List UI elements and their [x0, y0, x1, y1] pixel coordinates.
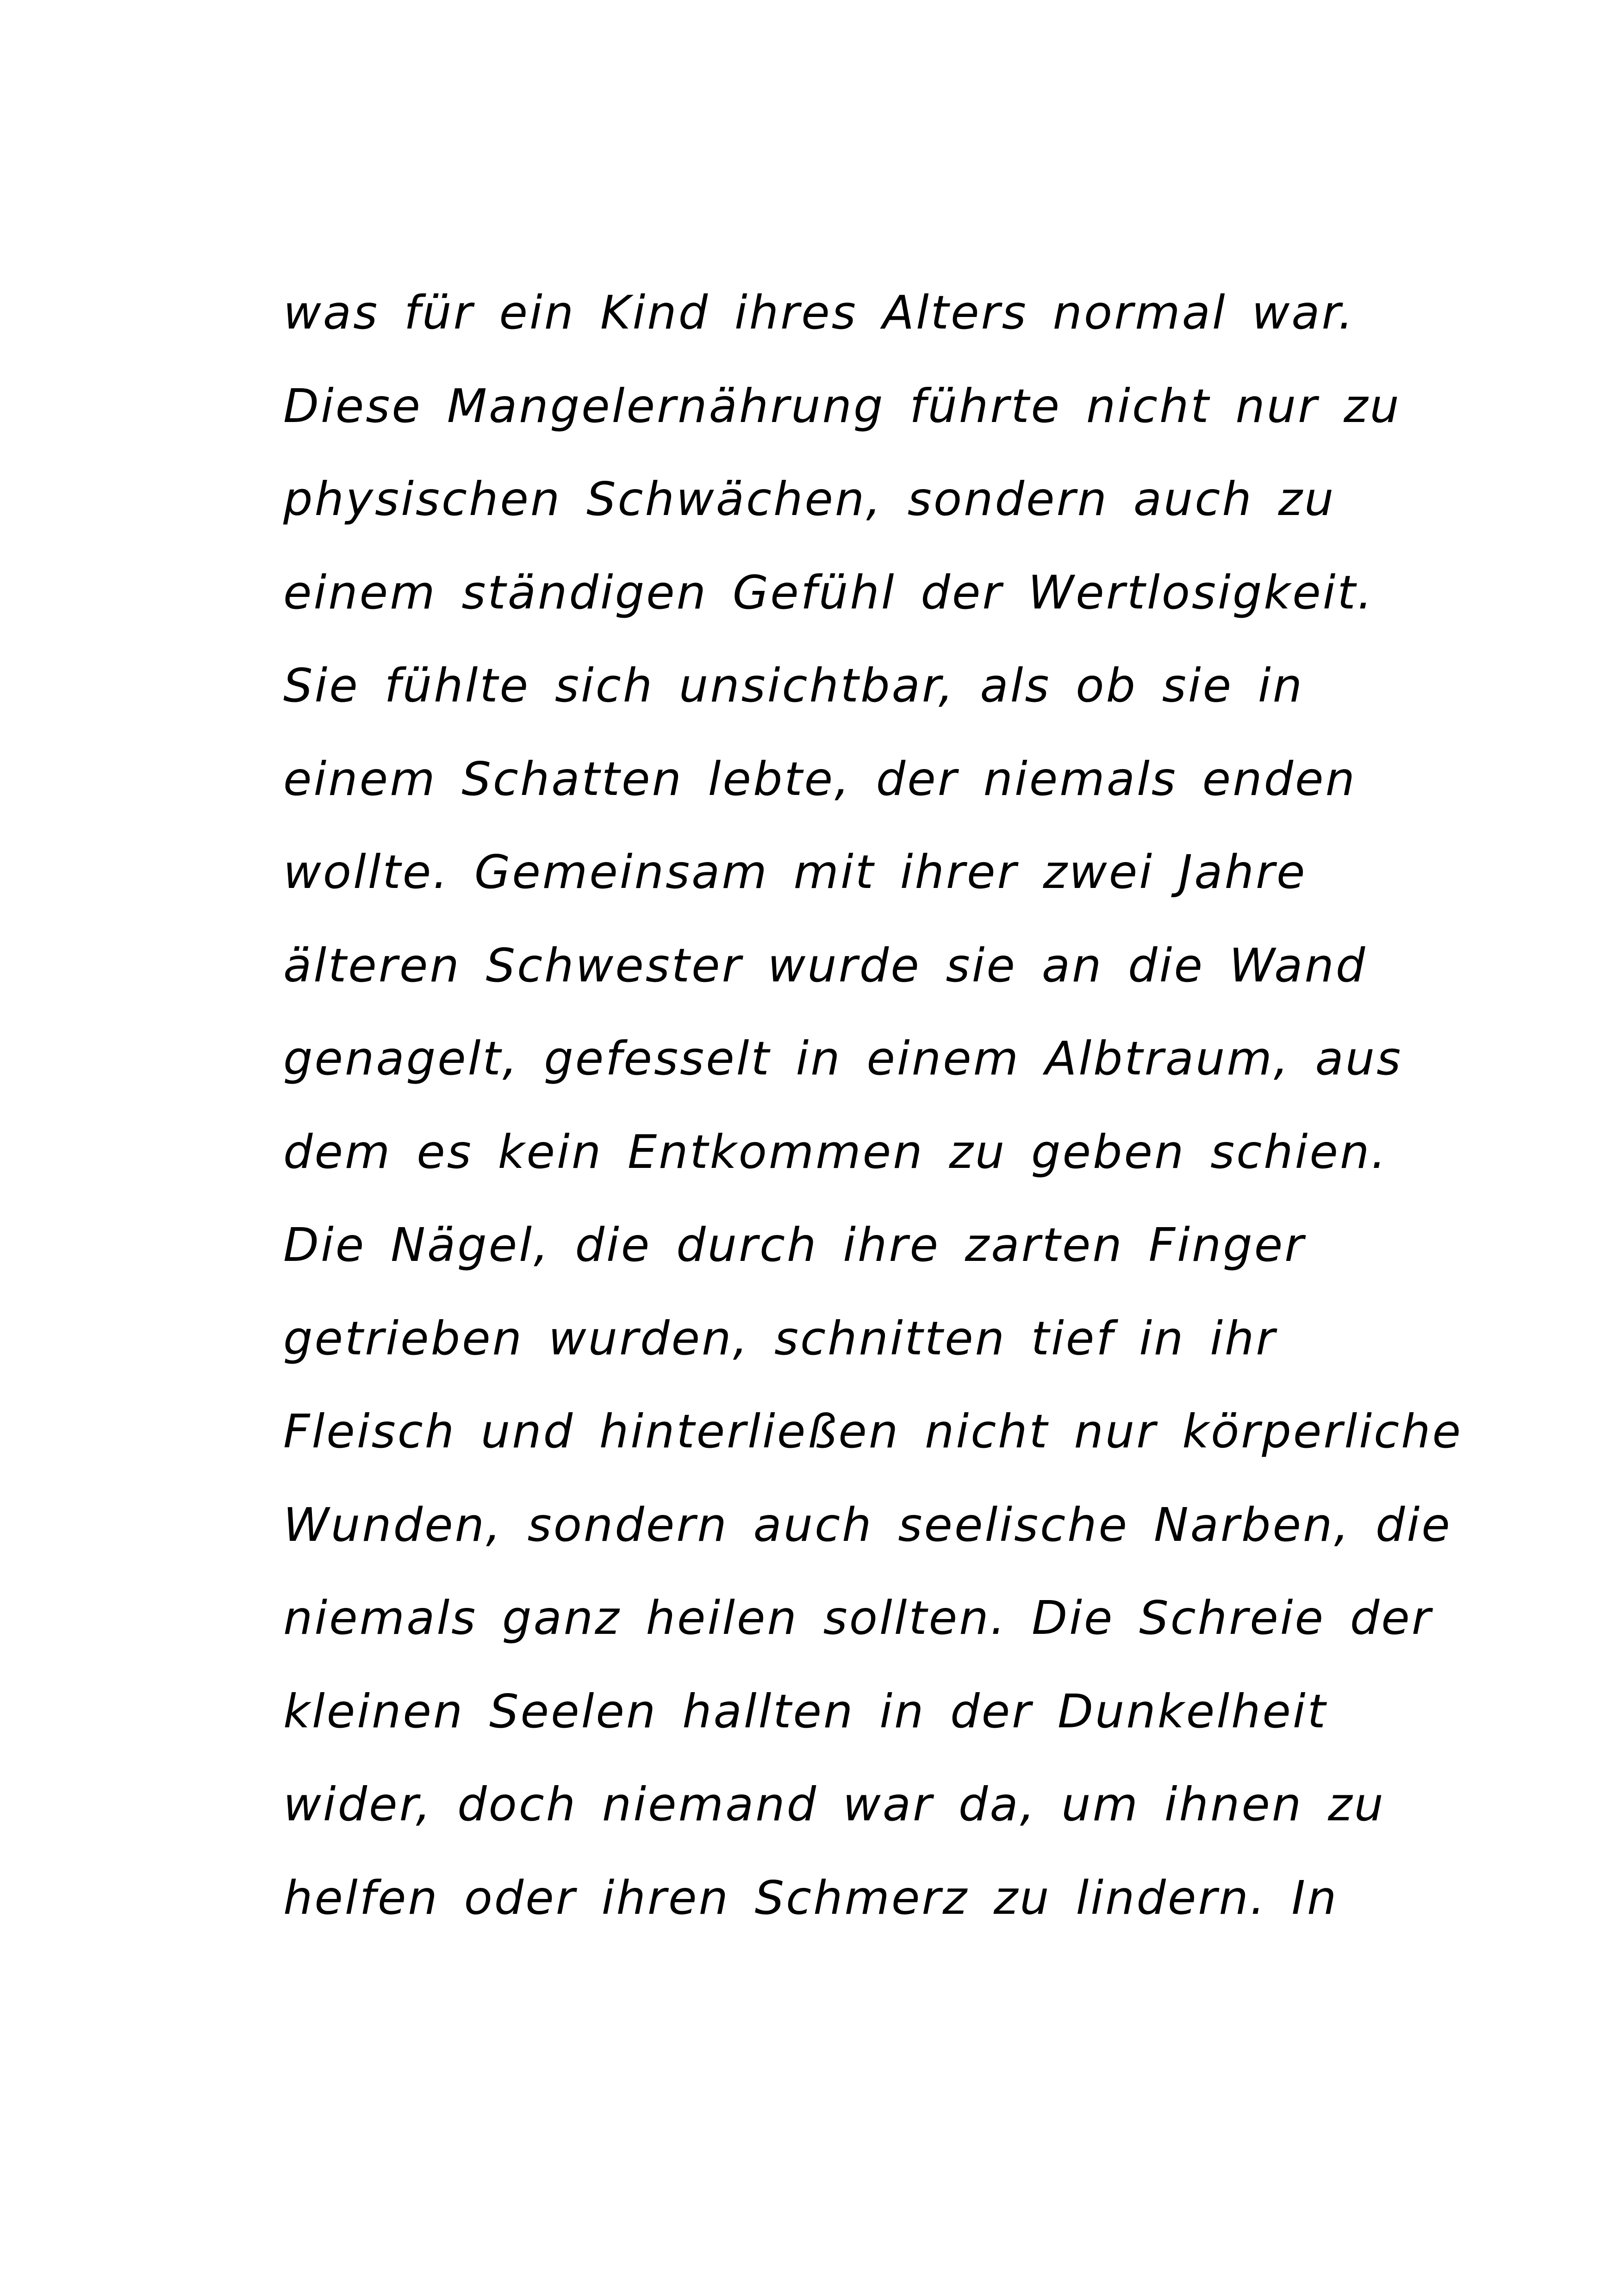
- text-line-16: kleinen Seelen hallten in der Dunkelheit: [283, 1684, 1327, 1738]
- text-line-10: dem es kein Entkommen zu geben schien.: [283, 1124, 1388, 1179]
- text-line-15: niemals ganz heilen sollten. Die Schreie der: [283, 1591, 1432, 1645]
- text-line-5: Sie fühlte sich unsichtbar, als ob sie in: [283, 658, 1304, 713]
- text-line-17: wider, doch niemand war da, um ihnen zu: [283, 1777, 1385, 1831]
- body-text: [283, 266, 1463, 1944]
- text-line-9: genagelt, gefesselt in einem Albtraum, aus: [283, 1031, 1403, 1086]
- text-line-12: getrieben wurden, schnitten tief in ihr: [283, 1311, 1277, 1365]
- text-line-4: einem ständigen Gefühl der Wertlosigkeit.: [283, 565, 1374, 620]
- text-line-2: Diese Mangelernährung führte nicht nur zu: [283, 379, 1401, 433]
- text-line-8: älteren Schwester wurde sie an die Wand: [283, 938, 1367, 993]
- text-line-3: physischen Schwächen, sondern auch zu: [283, 472, 1336, 526]
- text-line-18: helfen oder ihren Schmerz zu lindern. In: [283, 1870, 1339, 1925]
- text-line-6: einem Schatten lebte, der niemals enden: [283, 751, 1357, 806]
- text-line-14: Wunden, sondern auch seelische Narben, die: [283, 1497, 1452, 1552]
- text-line-1: was für ein Kind ihres Alters normal war.: [283, 285, 1355, 340]
- text-line-7: wollte. Gemeinsam mit ihrer zwei Jahre: [283, 845, 1307, 899]
- text-line-11: Die Nägel, die durch ihre zarten Finger: [283, 1218, 1306, 1272]
- text-line-13: Fleisch und hinterließen nicht nur körperliche: [283, 1404, 1463, 1458]
